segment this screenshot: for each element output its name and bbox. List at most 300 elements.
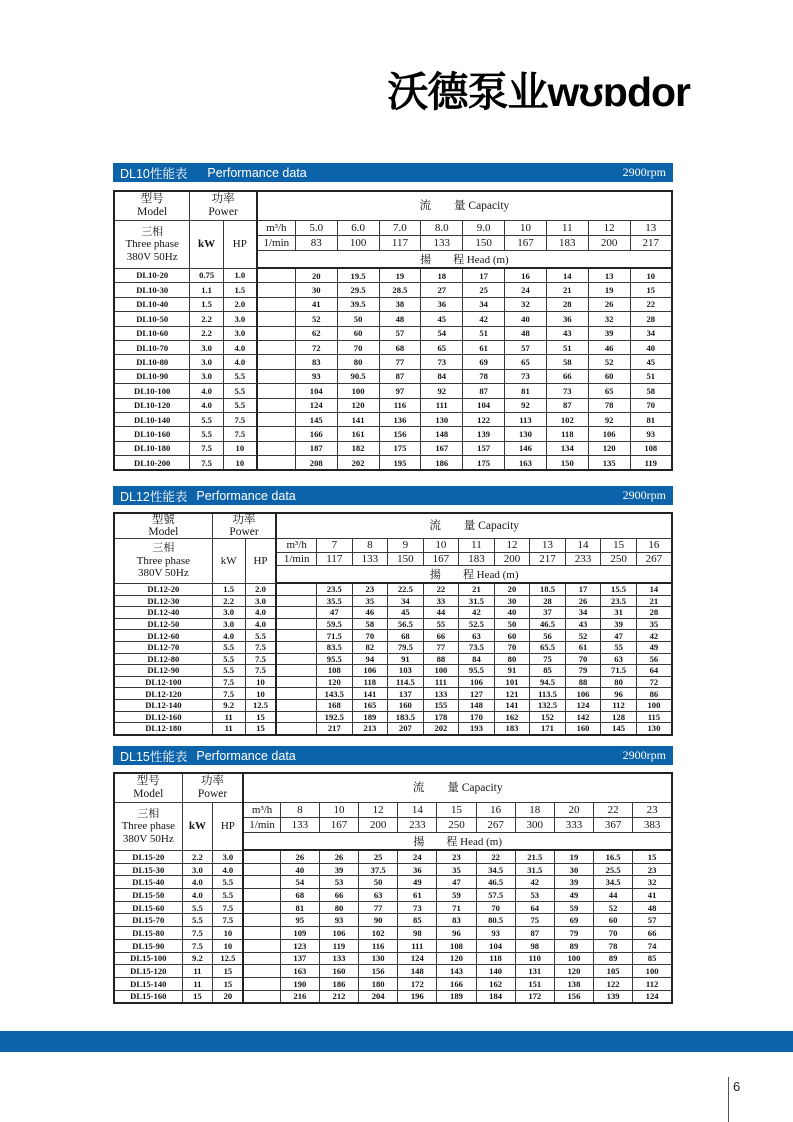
head-value: 161 — [337, 427, 379, 441]
head-value: 34 — [463, 297, 505, 311]
head-value: 130 — [636, 723, 672, 735]
model-name: DL15-50 — [114, 889, 182, 902]
head-value: 21 — [636, 595, 672, 607]
unit-spacer — [243, 939, 280, 952]
flow-m3h-value: 14 — [398, 803, 437, 818]
kw-value: 15 — [182, 990, 213, 1003]
flow-unit-lmin: 1/min — [276, 552, 316, 566]
unit-spacer — [276, 688, 316, 700]
head-value: 100 — [633, 965, 672, 978]
model-name: DL15-20 — [114, 850, 182, 863]
head-value: 74 — [633, 939, 672, 952]
head-value: 44 — [594, 889, 633, 902]
head-value: 113.5 — [530, 688, 566, 700]
flow-lmin-value: 100 — [337, 236, 379, 251]
model-name: DL10-90 — [114, 369, 190, 383]
head-value: 28.5 — [379, 283, 421, 297]
flow-m3h-value: 7 — [317, 539, 353, 553]
head-value: 124 — [295, 398, 337, 412]
head-value: 108 — [317, 665, 353, 677]
head-value: 120 — [437, 952, 476, 965]
unit-spacer — [276, 723, 316, 735]
hp-value: 3.0 — [223, 326, 256, 340]
kw-value: 5.5 — [190, 427, 223, 441]
kw-value: 5.5 — [212, 641, 245, 653]
head-value: 56 — [530, 630, 566, 642]
head-value: 53 — [515, 889, 554, 902]
head-value: 87 — [379, 369, 421, 383]
model-column-header — [114, 773, 182, 803]
kw-value: 7.5 — [212, 688, 245, 700]
head-value: 134 — [546, 441, 588, 455]
section-rpm-label: 2900rpm — [622, 488, 666, 502]
head-value: 65 — [421, 340, 463, 354]
table-row — [114, 630, 672, 642]
head-value: 61 — [463, 340, 505, 354]
head-value: 186 — [319, 977, 358, 990]
head-value: 71.5 — [601, 665, 637, 677]
section-header-bar-dl10 — [113, 163, 673, 182]
head-value: 23.5 — [601, 595, 637, 607]
head-value: 63 — [459, 630, 495, 642]
model-name: DL12-180 — [114, 723, 212, 735]
page-number-divider — [728, 1077, 741, 1122]
head-value: 208 — [295, 456, 337, 471]
table-row — [114, 914, 672, 927]
kw-value: 3.0 — [190, 355, 223, 369]
head-value: 87 — [463, 384, 505, 398]
head-value: 24 — [398, 850, 437, 863]
hp-header: HP — [245, 539, 276, 584]
head-value: 39 — [554, 876, 593, 889]
section-header-bar-dl15 — [113, 746, 673, 765]
head-value: 142 — [565, 711, 601, 723]
flow-lmin-value: 117 — [317, 552, 353, 566]
flow-m3h-value: 10 — [505, 221, 547, 236]
head-value: 137 — [388, 688, 424, 700]
head-value: 35 — [352, 595, 388, 607]
flow-lmin-value: 133 — [280, 818, 319, 833]
flow-m3h-value: 20 — [554, 803, 593, 818]
head-value: 109 — [280, 927, 319, 940]
head-value: 189 — [352, 711, 388, 723]
hp-value: 4.0 — [213, 863, 244, 876]
head-value: 18.5 — [530, 583, 566, 595]
model-name: DL15-30 — [114, 863, 182, 876]
unit-spacer — [257, 355, 296, 369]
head-value: 45 — [388, 607, 424, 619]
head-value: 193 — [459, 723, 495, 735]
head-value: 184 — [476, 990, 515, 1003]
head-value: 152 — [530, 711, 566, 723]
hp-value: 4.0 — [245, 607, 276, 619]
table-row — [114, 268, 672, 283]
flow-m3h-value: 7.0 — [379, 221, 421, 236]
head-value: 118 — [352, 676, 388, 688]
flow-m3h-value: 8 — [280, 803, 319, 818]
head-value: 73 — [398, 901, 437, 914]
head-value: 79 — [565, 665, 601, 677]
head-value: 28 — [546, 297, 588, 311]
unit-spacer — [257, 312, 296, 326]
power-label-en: Power — [208, 206, 238, 218]
head-value: 79.5 — [388, 641, 424, 653]
head-value: 114.5 — [388, 676, 424, 688]
head-value: 101 — [494, 676, 530, 688]
kw-value: 1.5 — [190, 297, 223, 311]
hp-value: 15 — [245, 723, 276, 735]
head-value: 39 — [319, 863, 358, 876]
hp-value: 7.5 — [223, 412, 256, 426]
model-name: DL12-160 — [114, 711, 212, 723]
model-name: DL15-60 — [114, 901, 182, 914]
unit-spacer — [243, 901, 280, 914]
head-value: 62 — [295, 326, 337, 340]
hp-value: 5.5 — [213, 889, 244, 902]
flow-lmin-value: 183 — [546, 236, 588, 251]
head-value: 122 — [594, 977, 633, 990]
head-value: 50 — [359, 876, 398, 889]
head-value: 90.5 — [337, 369, 379, 383]
head-value: 54 — [421, 326, 463, 340]
hp-value: 7.5 — [223, 427, 256, 441]
head-value: 100 — [423, 665, 459, 677]
hp-value: 7.5 — [245, 653, 276, 665]
head-value: 80 — [337, 355, 379, 369]
head-value: 60 — [337, 326, 379, 340]
head-value: 26 — [280, 850, 319, 863]
flow-unit-m3h: m³/h — [257, 221, 296, 236]
head-value: 118 — [476, 952, 515, 965]
head-value: 72 — [636, 676, 672, 688]
power-label-en: Power — [229, 526, 259, 538]
head-value: 17 — [565, 583, 601, 595]
hp-value: 3.0 — [223, 312, 256, 326]
unit-spacer — [257, 340, 296, 354]
table-row — [114, 283, 672, 297]
head-value: 36 — [398, 863, 437, 876]
head-value: 52 — [588, 355, 630, 369]
head-value: 49 — [398, 876, 437, 889]
unit-spacer — [243, 914, 280, 927]
flow-m3h-value: 5.0 — [295, 221, 337, 236]
flow-lmin-value: 250 — [437, 818, 476, 833]
table-row — [114, 723, 672, 735]
page-number: 6 — [733, 1079, 741, 1094]
head-value: 28 — [636, 607, 672, 619]
head-value: 41 — [633, 889, 672, 902]
head-value: 34 — [388, 595, 424, 607]
head-value: 156 — [359, 965, 398, 978]
head-value: 124 — [565, 699, 601, 711]
table-row — [114, 850, 672, 863]
flow-m3h-value: 22 — [594, 803, 633, 818]
head-value: 47 — [437, 876, 476, 889]
head-value: 120 — [554, 965, 593, 978]
head-value: 20 — [494, 583, 530, 595]
head-value: 162 — [494, 711, 530, 723]
head-value: 78 — [463, 369, 505, 383]
model-name: DL15-40 — [114, 876, 182, 889]
kw-value: 9.2 — [182, 952, 213, 965]
flow-lmin-value: 333 — [554, 818, 593, 833]
flow-lmin-value: 183 — [459, 552, 495, 566]
model-name: DL10-140 — [114, 412, 190, 426]
hp-value: 7.5 — [245, 641, 276, 653]
model-label-cn: 型号 — [136, 775, 160, 787]
capacity-column-header: 流 量 Capacity — [276, 513, 672, 539]
model-name: DL12-40 — [114, 607, 212, 619]
head-value: 112 — [601, 699, 637, 711]
flow-m3h-value: 9 — [388, 539, 424, 553]
head-value: 71 — [437, 901, 476, 914]
performance-table-dl12 — [113, 512, 673, 736]
kw-value: 7.5 — [182, 939, 213, 952]
head-value: 207 — [388, 723, 424, 735]
head-value: 186 — [421, 456, 463, 471]
head-value: 178 — [423, 711, 459, 723]
section-title-en: Performance data — [207, 165, 307, 180]
model-name: DL15-120 — [114, 965, 182, 978]
kw-value: 7.5 — [212, 676, 245, 688]
head-value: 28 — [530, 595, 566, 607]
hp-value: 1.5 — [223, 283, 256, 297]
table-row — [114, 607, 672, 619]
head-value: 133 — [423, 688, 459, 700]
kw-value: 11 — [182, 977, 213, 990]
head-value: 69 — [463, 355, 505, 369]
hp-value: 12.5 — [245, 699, 276, 711]
head-value: 192.5 — [317, 711, 353, 723]
table-row — [114, 977, 672, 990]
head-value: 108 — [437, 939, 476, 952]
kw-value: 4.0 — [190, 384, 223, 398]
head-value: 24 — [505, 283, 547, 297]
head-value: 45 — [630, 355, 672, 369]
head-value: 75 — [515, 914, 554, 927]
kw-value: 3.0 — [182, 863, 213, 876]
head-value: 92 — [505, 398, 547, 412]
model-name: DL10-200 — [114, 456, 190, 471]
model-label-en: Model — [133, 788, 164, 800]
model-name: DL12-100 — [114, 676, 212, 688]
table-row — [114, 441, 672, 455]
unit-spacer — [257, 268, 296, 283]
head-value: 113 — [505, 412, 547, 426]
section-title-cn: DL10性能表 — [120, 166, 188, 181]
head-value: 137 — [280, 952, 319, 965]
head-value: 195 — [379, 456, 421, 471]
table-row — [114, 618, 672, 630]
head-value: 22.5 — [388, 583, 424, 595]
flow-lmin-value: 133 — [352, 552, 388, 566]
power-label-cn: 功率 — [211, 193, 235, 205]
head-value: 58 — [352, 618, 388, 630]
kw-value: 9.2 — [212, 699, 245, 711]
table-row — [114, 863, 672, 876]
head-value: 23 — [437, 850, 476, 863]
unit-spacer — [276, 607, 316, 619]
head-value: 130 — [505, 427, 547, 441]
power-column-header — [190, 191, 257, 221]
head-value: 75 — [530, 653, 566, 665]
head-value: 170 — [459, 711, 495, 723]
model-name: DL10-30 — [114, 283, 190, 297]
head-value: 57 — [505, 340, 547, 354]
model-name: DL10-50 — [114, 312, 190, 326]
head-value: 115 — [636, 711, 672, 723]
head-value: 30 — [554, 863, 593, 876]
kw-value: 1.5 — [212, 583, 245, 595]
head-value: 53 — [319, 876, 358, 889]
model-column-header — [114, 191, 190, 221]
head-value: 100 — [636, 699, 672, 711]
head-value: 35 — [636, 618, 672, 630]
head-value: 127 — [459, 688, 495, 700]
head-value: 48 — [379, 312, 421, 326]
head-value: 119 — [630, 456, 672, 471]
head-value: 167 — [421, 441, 463, 455]
flow-m3h-value: 15 — [601, 539, 637, 553]
model-name: DL12-70 — [114, 641, 212, 653]
head-value: 135 — [588, 456, 630, 471]
flow-lmin-value: 300 — [515, 818, 554, 833]
table-row — [114, 326, 672, 340]
unit-spacer — [276, 630, 316, 642]
head-value: 106 — [459, 676, 495, 688]
unit-spacer — [276, 676, 316, 688]
phase-header — [114, 803, 182, 851]
unit-spacer — [243, 876, 280, 889]
head-value: 16 — [505, 268, 547, 283]
head-value: 124 — [398, 952, 437, 965]
unit-spacer — [257, 369, 296, 383]
head-value: 102 — [546, 412, 588, 426]
flow-lmin-value: 150 — [388, 552, 424, 566]
head-value: 100 — [554, 952, 593, 965]
kw-value: 11 — [212, 711, 245, 723]
head-value: 77 — [379, 355, 421, 369]
phase-header — [114, 539, 212, 584]
head-value: 34.5 — [476, 863, 515, 876]
head-value: 40 — [630, 340, 672, 354]
model-name: DL10-180 — [114, 441, 190, 455]
head-value: 71.5 — [317, 630, 353, 642]
model-name: DL10-20 — [114, 268, 190, 283]
head-value: 163 — [505, 456, 547, 471]
power-label-en: Power — [197, 788, 228, 800]
hp-value: 10 — [245, 676, 276, 688]
head-value: 148 — [421, 427, 463, 441]
flow-m3h-value: 11 — [546, 221, 588, 236]
kw-value: 11 — [182, 965, 213, 978]
head-value: 116 — [379, 398, 421, 412]
model-name: DL15-80 — [114, 927, 182, 940]
unit-spacer — [243, 863, 280, 876]
table-row — [114, 676, 672, 688]
head-value: 39 — [601, 618, 637, 630]
hp-value: 10 — [223, 441, 256, 455]
head-value: 15.5 — [601, 583, 637, 595]
head-value: 46.5 — [476, 876, 515, 889]
model-name: DL10-40 — [114, 297, 190, 311]
head-value: 55 — [601, 641, 637, 653]
kw-value: 5.5 — [182, 901, 213, 914]
unit-spacer — [276, 665, 316, 677]
head-value: 136 — [379, 412, 421, 426]
flow-lmin-value: 267 — [636, 552, 672, 566]
head-value: 111 — [423, 676, 459, 688]
flow-lmin-value: 167 — [423, 552, 459, 566]
table-row — [114, 355, 672, 369]
head-value: 124 — [633, 990, 672, 1003]
head-value: 91 — [494, 665, 530, 677]
flow-unit-m3h: m³/h — [276, 539, 316, 553]
head-value: 26 — [319, 850, 358, 863]
head-value: 83 — [437, 914, 476, 927]
head-value: 41 — [295, 297, 337, 311]
model-name: DL15-160 — [114, 990, 182, 1003]
hp-value: 15 — [213, 977, 244, 990]
head-value: 47 — [601, 630, 637, 642]
unit-spacer — [257, 283, 296, 297]
head-value: 61 — [398, 889, 437, 902]
head-value: 89 — [554, 939, 593, 952]
head-value: 23 — [633, 863, 672, 876]
head-value: 45 — [421, 312, 463, 326]
section-header-bar-dl12 — [113, 486, 673, 505]
table-row — [114, 653, 672, 665]
head-value: 143.5 — [317, 688, 353, 700]
head-value: 106 — [565, 688, 601, 700]
head-value: 70 — [476, 901, 515, 914]
head-value: 131 — [515, 965, 554, 978]
head-value: 122 — [463, 412, 505, 426]
head-value: 52 — [295, 312, 337, 326]
head-value: 145 — [601, 723, 637, 735]
unit-spacer — [276, 618, 316, 630]
head-value: 60 — [594, 914, 633, 927]
unit-spacer — [276, 699, 316, 711]
head-value: 19 — [554, 850, 593, 863]
head-value: 202 — [423, 723, 459, 735]
kw-value: 5.5 — [212, 665, 245, 677]
head-value: 59 — [554, 901, 593, 914]
kw-value: 3.0 — [190, 340, 223, 354]
flow-m3h-value: 6.0 — [337, 221, 379, 236]
head-value: 72 — [295, 340, 337, 354]
head-value: 66 — [633, 927, 672, 940]
power-column-header — [212, 513, 276, 539]
head-value: 50 — [337, 312, 379, 326]
head-value: 160 — [319, 965, 358, 978]
head-value: 141 — [352, 688, 388, 700]
head-value: 92 — [588, 412, 630, 426]
head-value: 123 — [280, 939, 319, 952]
head-value: 130 — [359, 952, 398, 965]
head-value: 78 — [588, 398, 630, 412]
phase-line: 380V 50Hz — [137, 567, 189, 579]
head-value: 175 — [379, 441, 421, 455]
phase-line: 380V 50Hz — [122, 832, 174, 845]
capacity-column-header: 流 量 Capacity — [243, 773, 672, 803]
table-row — [114, 876, 672, 889]
kw-value: 4.0 — [212, 630, 245, 642]
head-value: 13 — [588, 268, 630, 283]
section-title-cn: DL15性能表 — [120, 749, 188, 764]
head-value: 52 — [594, 901, 633, 914]
phase-header — [114, 221, 190, 269]
